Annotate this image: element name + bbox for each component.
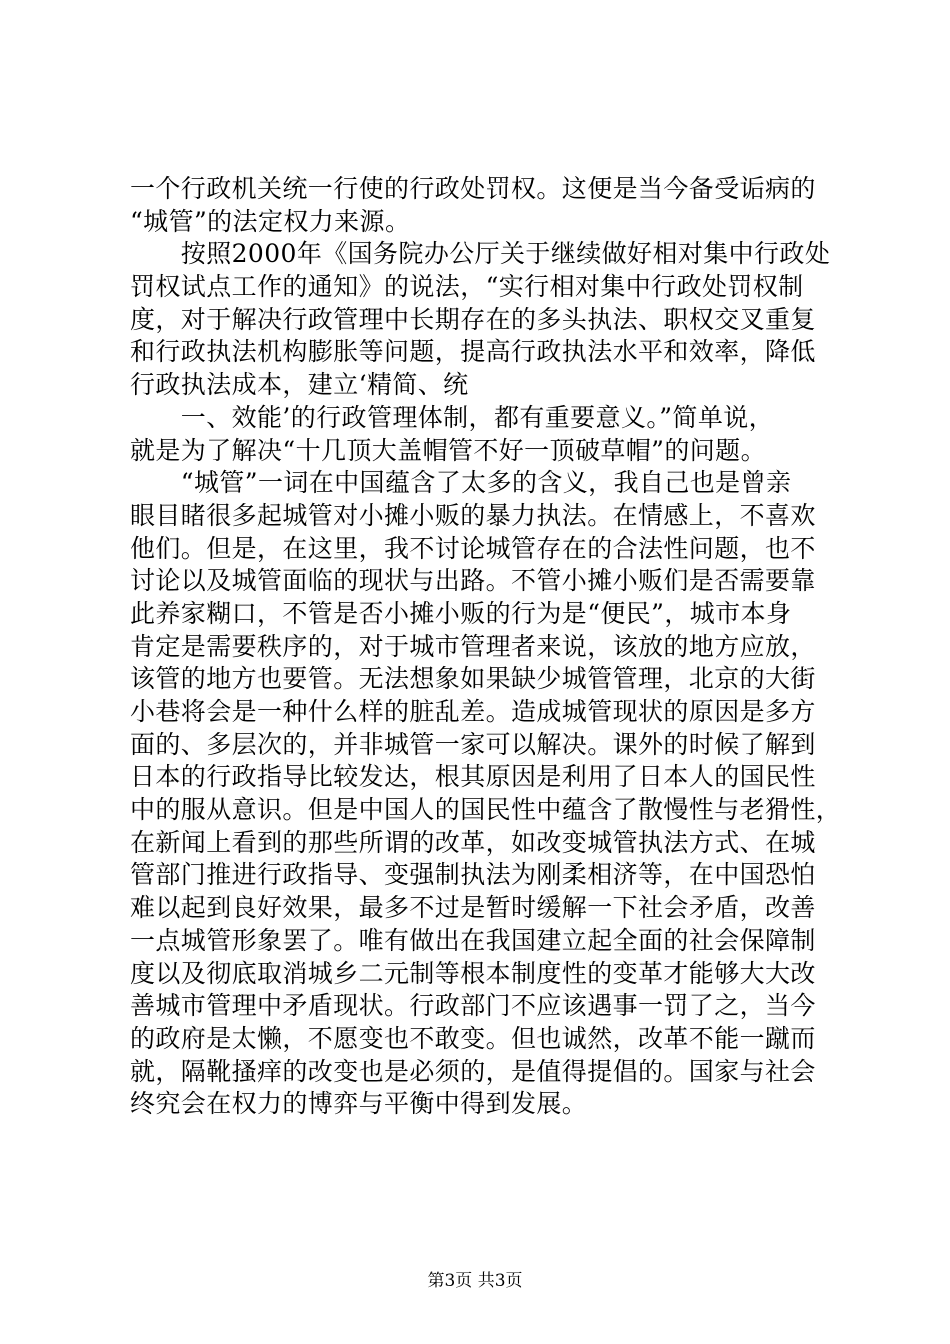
- text-line: 讨论以及城管面临的现状与出路。不管小摊小贩们是否需要靠: [130, 566, 816, 596]
- text-line: 终究会在权力的博弈与平衡中得到发展。: [130, 1089, 588, 1119]
- text-line: 和行政执法机构膨胀等问题，提高行政执法水平和效率，降低: [130, 337, 816, 367]
- page-footer: [0, 1271, 950, 1291]
- text-line: 肯定是需要秩序的，对于城市管理者来说，该放的地方应放，: [130, 631, 816, 661]
- text-line: 在新闻上看到的那些所谓的改革，如改变城管执法方式、在城: [130, 827, 816, 857]
- text-line: 一点城管形象罢了。唯有做出在我国建立起全面的社会保障制: [130, 925, 816, 955]
- text-line: “城管”一词在中国蕴含了太多的含义，我自己也是曾亲: [130, 468, 792, 498]
- text-line: 度以及彻底取消城乡二元制等根本制度性的变革才能够大大改: [130, 958, 816, 988]
- text-line: 此养家糊口，不管是否小摊小贩的行为是“便民”，城市本身: [130, 598, 792, 628]
- text-line: 中的服从意识。但是中国人的国民性中蕴含了散慢性与老猾性，: [130, 795, 842, 825]
- text-line: 该管的地方也要管。无法想象如果缺少城管管理，北京的大街: [130, 664, 816, 694]
- text-line: 他们。但是，在这里，我不讨论城管存在的合法性问题，也不: [130, 533, 816, 563]
- text-line: 面的、多层次的，并非城管一家可以解决。课外的时候了解到: [130, 729, 816, 759]
- text-line: 按照2000年《国务院办公厅关于继续做好相对集中行政处: [130, 239, 831, 269]
- text-line: 眼目睹很多起城管对小摊小贩的暴力执法。在情感上，不喜欢: [130, 500, 816, 530]
- text-line: 就是为了解决“十几顶大盖帽管不好一顶破草帽”的问题。: [130, 435, 766, 465]
- body-text: [130, 173, 842, 1121]
- text-line: 小巷将会是一种什么样的脏乱差。造成城管现状的原因是多方: [130, 697, 816, 726]
- text-line: 一个行政机关统一行使的行政处罚权。这便是当今备受诟病的: [130, 174, 816, 203]
- text-line: “城管”的法定权力来源。: [130, 206, 411, 236]
- text-line: 难以起到良好效果，最多不过是暂时缓解一下社会矛盾，改善: [130, 893, 816, 923]
- text-line: 行政执法成本，建立‘精简、统: [130, 370, 469, 400]
- text-line: 罚权试点工作的通知》的说法，“实行相对集中行政处罚权制: [130, 272, 804, 302]
- text-line: 的政府是太懒，不愿变也不敢变。但也诚然，改革不能一蹴而: [130, 1023, 816, 1053]
- text-line: 一、效能’的行政管理体制，都有重要意义。”简单说，: [130, 402, 775, 432]
- text-line: 度，对于解决行政管理中长期存在的多头执法、职权交叉重复: [130, 304, 816, 334]
- text-line: 日本的行政指导比较发达，根其原因是利用了日本人的国民性: [130, 762, 816, 792]
- page-number: 第3页 共3页: [427, 1271, 523, 1291]
- text-line: 就，隔靴搔痒的改变也是必须的，是值得提倡的。国家与社会: [130, 1056, 816, 1086]
- text-line: 善城市管理中矛盾现状。行政部门不应该遇事一罚了之，当今: [130, 991, 816, 1021]
- text-line: 管部门推进行政指导、变强制执法为刚柔相济等，在中国恐怕: [130, 860, 816, 890]
